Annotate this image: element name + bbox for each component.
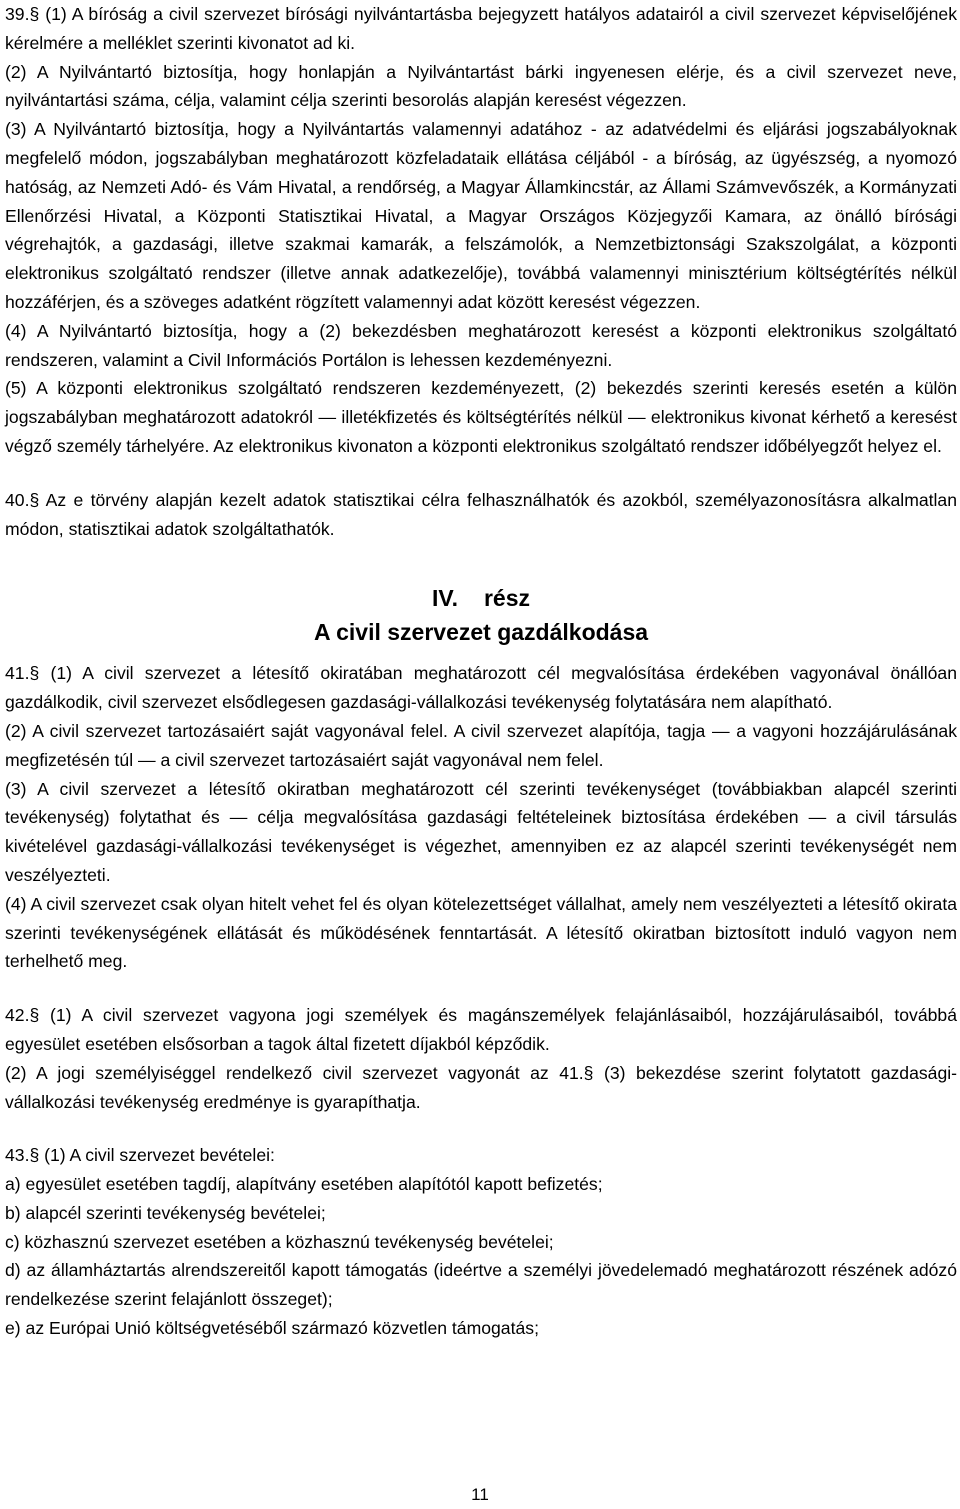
spacer	[5, 976, 957, 1001]
part-word: rész	[483, 585, 531, 612]
spacer	[5, 543, 957, 581]
spacer	[5, 649, 957, 659]
part-heading	[5, 581, 957, 615]
spacer	[5, 1116, 957, 1141]
document-page	[5, 0, 957, 1343]
list-item-e: e) az Európai Unió költségvetéséből származó közvetlen támogatás;	[5, 1318, 539, 1339]
list-item-a: a) egyesület esetében tagdíj, alapítvány esetében alapítótól kapott befizetés;	[5, 1174, 603, 1195]
paragraph-41-1: 41.§ (1) A civil szervezet a létesítő okiratában meghatározott cél megvalósítása érdekében vagyonával önállóan gazdálkodik, civil szervezet elsődlegesen gazdasági-vállalkozási tevékenység folytatására nem alapítható.	[5, 663, 957, 713]
page-number: 11	[471, 1485, 489, 1504]
paragraph-40: 40.§ Az e törvény alapján kezelt adatok statisztikai célra felhasználhatók és azokból, személyazonosításra alkalmatlan módon, statisztikai adatok szolgáltathatók.	[5, 489, 957, 539]
paragraph-42-2: (2) A jogi személyiséggel rendelkező civil szervezet vagyonát az 41.§ (3) bekezdése szerint folytatott gazdasági-vállalkozási tevékenység eredménye is gyarapíthatja.	[5, 1062, 957, 1112]
paragraph-39-2: (2) A Nyilvántartó biztosítja, hogy honlapján a Nyilvántartást bárki ingyenesen elérje, és a civil szervezet neve, nyilvántartási száma, célja, valamint célja szerinti besorolás alapján keresést végezzen.	[5, 61, 957, 111]
paragraph-41-2: (2) A civil szervezet tartozásaiért saját vagyonával felel. A civil szervezet alapítója, tagja — a vagyoni hozzájárulásának megfizetésén túl — a civil szervezet tartozásaiért saját vagyonával nem felel.	[5, 720, 957, 770]
paragraph-41-4: (4) A civil szervezet csak olyan hitelt vehet fel és olyan kötelezettséget vállalhat, amely nem veszélyezteti a létesítő okirata szerinti tevékenységének ellátását és működésének fenntartását. A létesítő okiratban biztosított induló vagyon nem terhelhető meg.	[5, 893, 957, 972]
paragraph-43-1: 43.§ (1) A civil szervezet bevételei:	[5, 1145, 275, 1166]
spacer	[5, 461, 957, 486]
paragraph-39-4: (4) A Nyilvántartó biztosítja, hogy a (2) bekezdésben meghatározott keresést a központi elektronikus szolgáltató rendszeren, valamint a Civil Információs Portálon is lehessen kezdeményezni.	[5, 320, 957, 370]
paragraph-39-5: (5) A központi elektronikus szolgáltató rendszeren kezdeményezett, (2) bekezdés szerinti keresés esetén a külön jogszabályban meghatározott adatokról — illetékfizetés és költségtérítés nélkül — elektronikus kivonat kérhető a keresést végző személy tárhelyére. Az elektronikus kivonaton a központi elektronikus szolgáltató rendszer időbélyegzőt helyez el.	[5, 378, 957, 456]
list-item-d: d) az államháztartás alrendszereitől kapott támogatás (ideértve a személyi jövedelemadó meghatározott részének adózó rendelkezése szerint felajánlott összeget);	[5, 1260, 957, 1310]
paragraph-42-1: 42.§ (1) A civil szervezet vagyona jogi személyek és magánszemélyek felajánlásaiból, hozzájárulásaiból, továbbá egyesület esetében elsősorban a tagok által fizetett díjakból képződik.	[5, 1005, 957, 1054]
part-number: IV.	[431, 585, 458, 612]
paragraph-41-3: (3) A civil szervezet a létesítő okiratban meghatározott cél szerinti tevékenységet (továbbiakban alapcél szerinti tevékenység) folytathat és — célja megvalósítása gazdasági feltételeinek biztosítása érdekében — a civil társulás kivételével gazdasági-vállalkozási tevékenységet is végezhet, amennyiben ez az alapcél szerinti tevékenységét nem veszélyezteti.	[5, 778, 957, 885]
part-title: A civil szervezet gazdálkodása	[313, 619, 649, 646]
list-item-b: b) alapcél szerinti tevékenység bevételei;	[5, 1202, 326, 1223]
list-item-c: c) közhasznú szervezet esetében a közhasznú tevékenység bevételei;	[5, 1231, 554, 1252]
paragraph-39-3: (3) A Nyilvántartó biztosítja, hogy a Nyilvántartás valamennyi adatához - az adatvédelmi és eljárási jogszabályoknak megfelelő módon, jogszabályban meghatározott közfeladataik ellátása céljából - a bíróság, az ügyészség, a nyomozó hatóság, az Nemzeti Adó- és Vám Hivatal, a rendőrség, a Magyar Államkincstár, az Állami Számvevőszék, a Kormányzati Ellenőrzési Hivatal, a Központi Statisztikai Hivatal, a Magyar Országos Közjegyzői Kamara, az önálló bírósági végrehajtók, a gazdasági, illetve szakmai kamarák, a felszámolók, a Nemzetbiztonsági Szakszolgálat, a központi elektronikus szolgáltató rendszer (illetve annak adatkezelője), továbbá valamennyi minisztérium költségtérítés nélkül hozzáférjen, és a szöveges adatként rögzített valamennyi adat között keresést végezzen.	[5, 119, 957, 312]
paragraph-39-1: 39.§ (1) A bíróság a civil szervezet bírósági nyilvántartásba bejegyzett hatályos adatairól a civil szervezet képviselőjének kérelmére a melléklet szerinti kivonatot ad ki.	[5, 4, 957, 53]
